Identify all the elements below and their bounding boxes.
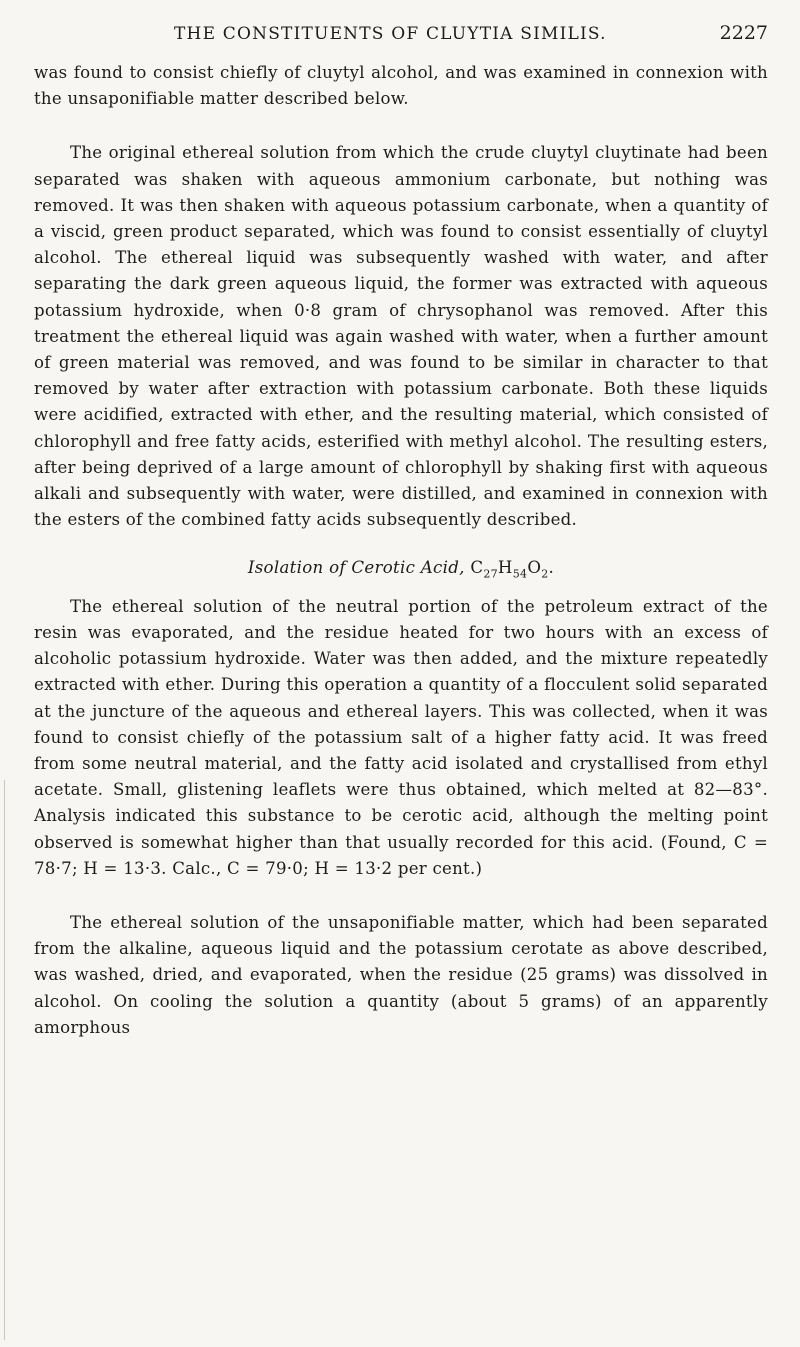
paragraph-continuation: was found to consist chiefly of cluytyl alcohol, and was examined in connexion with the unsaponifiable matter described below. [34, 63, 768, 109]
running-title: THE CONSTITUENTS OF CLUYTIA SIMILIS. [174, 24, 607, 44]
paragraph-ethereal-solution: The original ethereal solution from which the crude cluytyl cluytinate had been separated was shaken with aqueous ammonium carbonate, but nothing was removed. It was then shaken with aqueous potassium carbonate, when a quantity of a viscid, green product separated, which was found to consist essentially of cluytyl alcohol. The ethereal liquid was subsequently washed with water, and after separating the dark green aqueous liquid, the former was extracted with aqueous potassium hydroxide, when 0·8 gram of chrysophanol was removed. After this treatment the ethereal liquid was again washed with water, when a further amount of green material was removed, and was found to be similar in character to that removed by water after extraction with potassium carbonate. Both these liquids were acidified, extracted with ether, and the resulting material, which consisted of chlorophyll and free fatty acids, esterified with methyl alcohol. The resulting esters, after being deprived of a large amount of chlorophyll by shaking first with aqueous alkali and subsequently with water, were distilled, and examined in connexion with the esters of the combined fatty acids subsequently described. [34, 143, 768, 530]
section-heading-formula: $C_{27}H_{54}O_2$. [470, 558, 555, 581]
body-text [34, 60, 768, 1041]
page [34, 10, 768, 1069]
section-heading-title: Isolation of Cerotic Acid, [247, 558, 465, 578]
running-head [34, 10, 768, 50]
paragraph-cerotic-acid: The ethereal solution of the neutral portion of the petroleum extract of the resin was evaporated, and the residue heated for two hours with an excess of alcoholic potassium hydroxide. Water was then added, and the mixture repeatedly extracted with ether. During this operation a quantity of a flocculent solid separated at the juncture of the aqueous and ethereal layers. This was collected, when it was found to consist chiefly of the potassium salt of a higher fatty acid. It was freed from some neutral material, and the fatty acid isolated and crystallised from ethyl acetate. Small, glistening leaflets were thus obtained, which melted at 82—83°. Analysis indicated this substance to be cerotic acid, although the melting point observed is somewhat higher than that usually recorded for this acid. (Found, C = 78·7; H = 13·3. Calc., C = 79·0; H = 13·2 per cent.) [34, 596, 768, 878]
section-heading [34, 555, 768, 587]
page-number: 2227 [719, 22, 768, 44]
paragraph-unsaponifiable-matter: The ethereal solution of the unsaponifiable matter, which had been separated from the alkaline, aqueous liquid and the potassium cerotate as above described, was washed, dried, and evaporated, when the residue (25 grams) was dissolved in alcohol. On cooling the solution a quantity (about 5 grams) of an apparently amorphous [34, 913, 768, 1037]
scan-margin-line [4, 780, 5, 1340]
